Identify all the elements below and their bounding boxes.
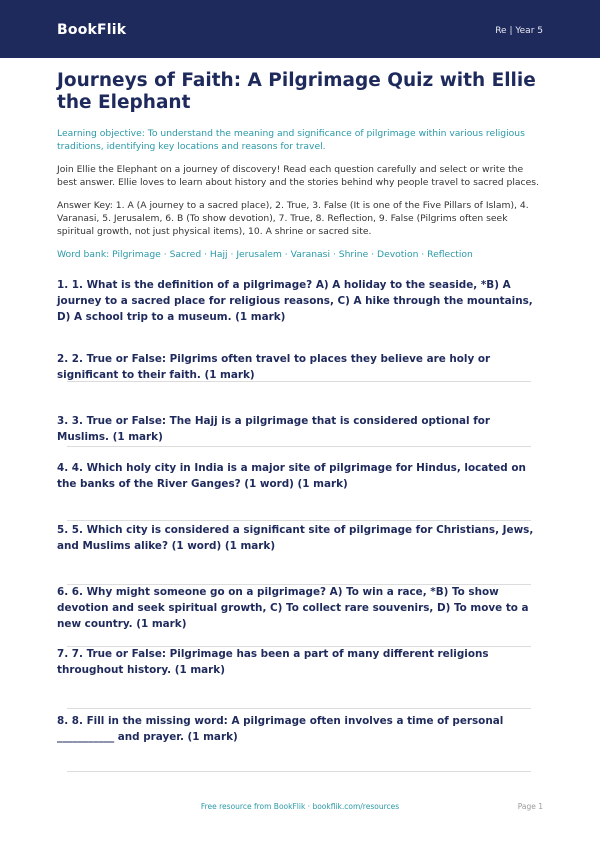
answer-line: [67, 446, 531, 447]
word-bank: Word bank: Pilgrimage · Sacred · Hajj · Jerusalem · Varanasi · Shrine · Devotion · Reflection: [57, 249, 473, 260]
question-3: 3. 3. True or False: The Hajj is a pilgrimage that is considered optional for Muslims. (1 mark): [57, 415, 490, 443]
question-2: 2. 2. True or False: Pilgrims often travel to places they believe are holy or significant to their faith. (1 mark): [57, 353, 491, 381]
answer-line: [67, 708, 531, 709]
question-6: 6. 6. Why might someone go on a pilgrimage? A) To win a race, *B) To show devotion and seek spiritual growth, C) To collect rare souvenirs, D) To move to a new country. (1 mark): [57, 586, 529, 630]
question-4: 4. 4. Which holy city in India is a major site of pilgrimage for Hindus, located on the banks of the River Ganges? (1 word) (1 mark): [57, 462, 526, 490]
page-number: Page 1: [517, 802, 543, 811]
page-header: [0, 0, 600, 58]
answer-key: Answer Key: 1. A (A journey to a sacred place), 2. True, 3. False (It is one of the Five Pillars of Islam), 4. Varanasi, 5. Jerusalem, 6. B (To show devotion), 7. True, 8. Reflection, 9. False (Pilgrims often seek spiritual growth, not just physical items), 10. A shrine or sacred site.: [57, 200, 529, 237]
subject-year-label: Re | Year 5: [495, 26, 543, 36]
question-7: 7. 7. True or False: Pilgrimage has been a part of many different religions throughout history. (1 mark): [57, 648, 489, 676]
brand-logo[interactable]: BookFlik: [57, 22, 127, 38]
answer-line: [67, 381, 531, 382]
question-8: 8. 8. Fill in the missing word: A pilgrimage often involves a time of personal ___________ and prayer. (1 mark): [57, 715, 504, 743]
answer-line: [67, 520, 531, 521]
worksheet-intro: [57, 70, 543, 261]
intro-text: Join Ellie the Elephant on a journey of discovery! Read each question carefully and select or write the best answer. Ellie loves to learn about history and the stories behind why people travel to sacred places.: [57, 164, 539, 188]
learning-objective: Learning objective: To understand the meaning and significance of pilgrimage within various religious traditions, identifying key locations and reasons for travel.: [57, 128, 525, 152]
question-5: 5. 5. Which city is considered a significant site of pilgrimage for Christians, Jews, and Muslims alike? (1 word) (1 mark): [57, 524, 534, 552]
question-1: 1. 1. What is the definition of a pilgrimage? A) A holiday to the seaside, *B) A journey to a sacred place for religious reasons, C) A hike through the mountains, D) A school trip to a museum. (1 mark): [57, 279, 533, 323]
answer-line: [67, 771, 531, 772]
page-title: Journeys of Faith: A Pilgrimage Quiz with Ellie the Elephant: [57, 70, 536, 113]
footer-resource-link[interactable]: Free resource from BookFlik · bookflik.com/resources: [200, 802, 400, 811]
